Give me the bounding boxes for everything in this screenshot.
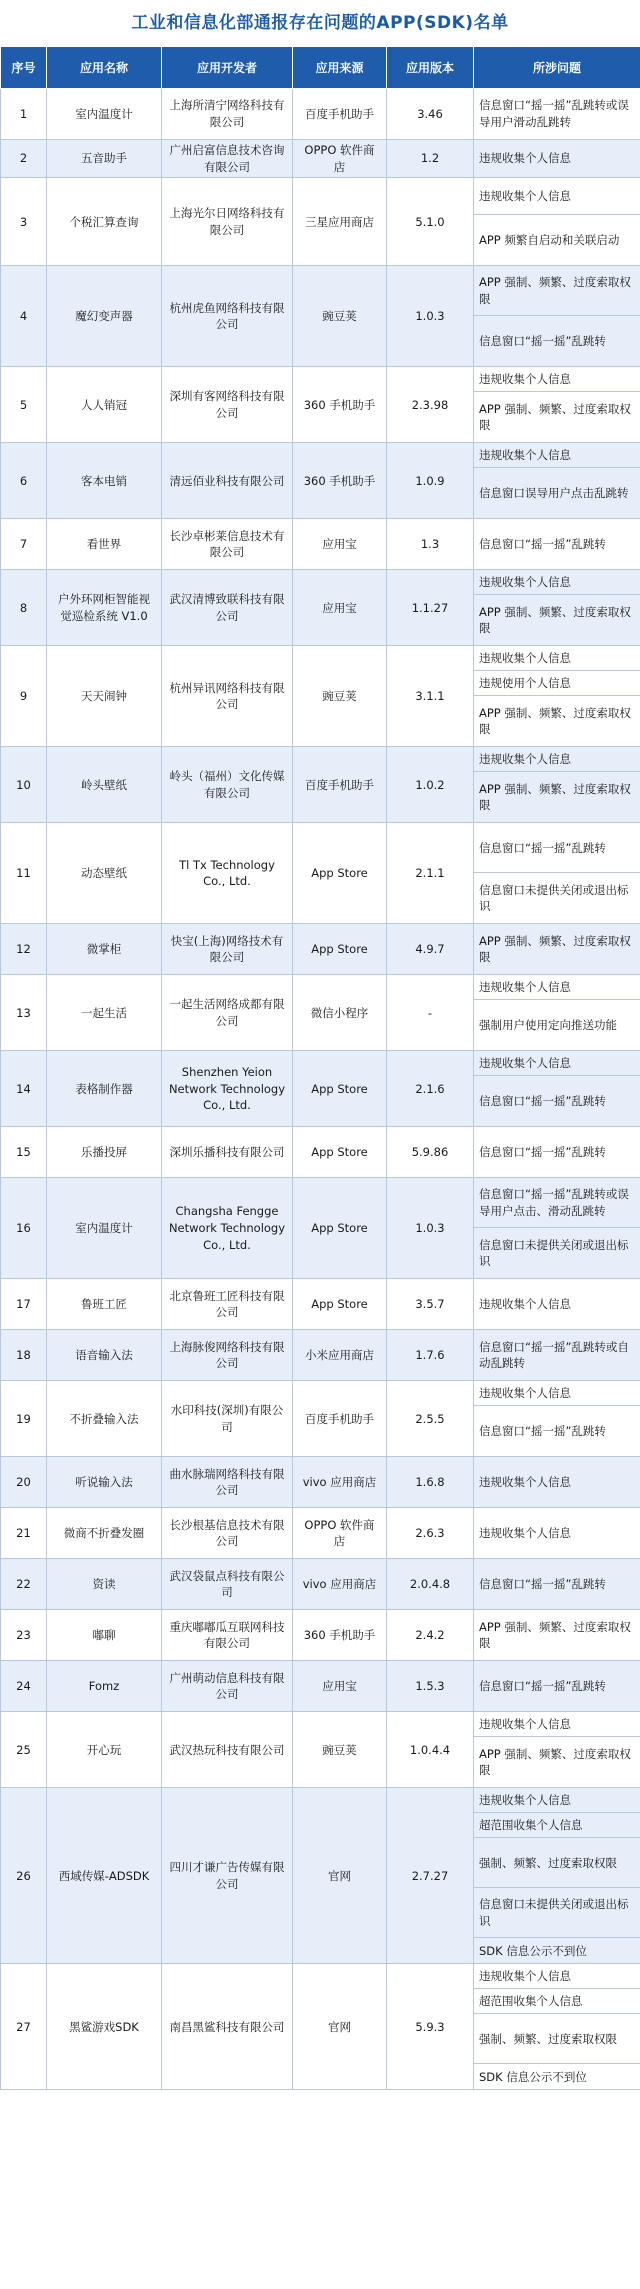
issue-item: 信息窗口“摇一摇”乱跳转 — [479, 1577, 606, 1591]
issue-item: 信息窗口“摇一摇”乱跳转 — [479, 334, 606, 348]
app-version: 2.1.1 — [387, 823, 474, 924]
app-version: 1.0.9 — [387, 443, 474, 519]
app-source: 360 手机助手 — [293, 1610, 387, 1661]
table-row — [1, 1508, 640, 1559]
table-row — [1, 140, 640, 178]
issues-cell — [474, 1610, 640, 1661]
app-developer: 长沙根基信息技术有限公司 — [162, 1508, 293, 1559]
app-version: 2.6.3 — [387, 1508, 474, 1559]
table-row — [1, 1457, 640, 1508]
issues-cell — [474, 1964, 640, 2090]
issue-item: 超范围收集个人信息 — [474, 1813, 640, 1838]
header-cell: 应用来源 — [293, 47, 387, 89]
app-source: 百度手机助手 — [293, 747, 387, 823]
app-version: 1.0.3 — [387, 1178, 474, 1279]
issue-item: 违规收集个人信息 — [474, 646, 640, 671]
row-number: 21 — [1, 1508, 47, 1559]
app-source: App Store — [293, 1051, 387, 1127]
issue-item: 信息窗口“摇一摇”乱跳转 — [474, 823, 640, 873]
app-name: 动态壁纸 — [47, 823, 162, 924]
app-name: Fomz — [47, 1661, 162, 1712]
app-developer: 一起生活网络成都有限公司 — [162, 975, 293, 1051]
header-cell: 应用名称 — [47, 47, 162, 89]
header-cell: 序号 — [1, 47, 47, 89]
table-row — [1, 178, 640, 266]
table-row — [1, 1788, 640, 1964]
issue-item: 信息窗口未提供关闭或退出标识 — [479, 882, 629, 914]
app-version: - — [387, 975, 474, 1051]
app-developer: 广州启富信息技术咨询有限公司 — [162, 140, 293, 178]
app-source: 豌豆荚 — [293, 266, 387, 367]
app-name: 嘟聊 — [47, 1610, 162, 1661]
issues-cell — [474, 1381, 640, 1457]
app-name: 魔幻变声器 — [47, 266, 162, 367]
row-number: 8 — [1, 570, 47, 646]
table-row — [1, 89, 640, 140]
issue-item: 违规收集个人信息 — [479, 1475, 571, 1489]
app-name: 人人销冠 — [47, 367, 162, 443]
app-version: 1.5.3 — [387, 1661, 474, 1712]
issue-item: 信息窗口未提供关闭或退出标识 — [479, 1237, 629, 1269]
app-name: 西域传媒-ADSDK — [47, 1788, 162, 1964]
table-row — [1, 924, 640, 975]
app-source: App Store — [293, 1178, 387, 1279]
row-number: 3 — [1, 178, 47, 266]
row-number: 11 — [1, 823, 47, 924]
app-developer: 杭州虎鱼网络科技有限公司 — [162, 266, 293, 367]
issues-cell — [474, 1279, 640, 1330]
table-row — [1, 823, 640, 924]
app-name: 微商不折叠发圈 — [47, 1508, 162, 1559]
app-developer: 快宝(上海)网络技术有限公司 — [162, 924, 293, 975]
issues-cell — [474, 1508, 640, 1559]
table-row — [1, 1712, 640, 1788]
issues-cell — [474, 519, 640, 570]
app-source: App Store — [293, 924, 387, 975]
app-developer: 杭州异讯网络科技有限公司 — [162, 646, 293, 747]
app-developer: 南昌黑鲨科技有限公司 — [162, 1964, 293, 2090]
app-name: 黑鲨游戏SDK — [47, 1964, 162, 2090]
issues-cell — [474, 140, 640, 178]
row-number: 24 — [1, 1661, 47, 1712]
app-developer: Changsha Fengge Network Technology Co., Ltd. — [162, 1178, 293, 1279]
table-row — [1, 1127, 640, 1178]
issues-cell — [474, 266, 640, 367]
issue-item: APP 强制、频繁、过度索取权限 — [479, 705, 631, 737]
issue-item: 违规收集个人信息 — [474, 1964, 640, 1989]
issue-item: 信息窗口“摇一摇”乱跳转 — [479, 1679, 606, 1693]
row-number: 20 — [1, 1457, 47, 1508]
issue-item: 违规收集个人信息 — [474, 975, 640, 1000]
app-name: 天天闹钟 — [47, 646, 162, 747]
row-number: 5 — [1, 367, 47, 443]
table-row — [1, 1381, 640, 1457]
row-number: 14 — [1, 1051, 47, 1127]
app-developer: 上海所清宁网络科技有限公司 — [162, 89, 293, 140]
app-developer: 清远佰业科技有限公司 — [162, 443, 293, 519]
issues-cell — [474, 1127, 640, 1178]
table-row — [1, 1610, 640, 1661]
issue-item: APP 频繁自启动和关联启动 — [479, 233, 620, 247]
table-row — [1, 646, 640, 747]
issue-item: 信息窗口“摇一摇”乱跳转 — [479, 537, 606, 551]
app-version: 2.3.98 — [387, 367, 474, 443]
table-row — [1, 1964, 640, 2090]
issue-item: 违规收集个人信息 — [474, 570, 640, 595]
row-number: 19 — [1, 1381, 47, 1457]
table-row — [1, 367, 640, 443]
issue-item: 违规收集个人信息 — [474, 1381, 640, 1406]
table-row — [1, 1178, 640, 1279]
app-name: 微掌柜 — [47, 924, 162, 975]
table-row — [1, 443, 640, 519]
app-name: 看世界 — [47, 519, 162, 570]
table-body — [1, 89, 640, 2090]
table-row — [1, 570, 640, 646]
app-list-table — [0, 46, 640, 2090]
app-developer: 广州萌动信息科技有限公司 — [162, 1661, 293, 1712]
page-title: 工业和信息化部通报存在问题的APP(SDK)名单 — [131, 13, 509, 33]
issues-cell — [474, 1330, 640, 1381]
issue-item: SDK 信息公示不到位 — [479, 1943, 587, 1958]
table-row — [1, 266, 640, 367]
app-developer: Tl Tx Technology Co., Ltd. — [162, 823, 293, 924]
app-source: OPPO 软件商店 — [293, 140, 387, 178]
app-developer: 武汉热玩科技有限公司 — [162, 1712, 293, 1788]
row-number: 17 — [1, 1279, 47, 1330]
row-number: 6 — [1, 443, 47, 519]
app-developer: 四川才谦广告传媒有限公司 — [162, 1788, 293, 1964]
app-developer: Shenzhen Yeion Network Technology Co., Ltd. — [162, 1051, 293, 1127]
app-version: 2.7.27 — [387, 1788, 474, 1964]
issue-item: APP 强制、频繁、过度索取权限 — [479, 1746, 631, 1778]
issue-item: 违规收集个人信息 — [474, 178, 640, 215]
issue-item: 信息窗口误导用户点击乱跳转 — [479, 486, 629, 500]
app-version: 1.6.8 — [387, 1457, 474, 1508]
app-name: 一起生活 — [47, 975, 162, 1051]
issue-item: 信息窗口未提供关闭或退出标识 — [474, 1888, 640, 1938]
table-row — [1, 519, 640, 570]
app-source: 应用宝 — [293, 570, 387, 646]
app-version: 5.9.86 — [387, 1127, 474, 1178]
issue-item: APP 强制、频繁、过度索取权限 — [479, 933, 631, 965]
issue-item: 信息窗口“摇一摇”乱跳转或误导用户滑动乱跳转 — [479, 98, 629, 129]
app-developer: 长沙卓彬莱信息技术有限公司 — [162, 519, 293, 570]
app-name: 听说输入法 — [47, 1457, 162, 1508]
issues-cell — [474, 924, 640, 975]
issue-item: APP 强制、频繁、过度索取权限 — [479, 401, 631, 433]
issue-item: APP 强制、频繁、过度索取权限 — [474, 266, 640, 316]
app-developer: 深圳乐播科技有限公司 — [162, 1127, 293, 1178]
issues-cell — [474, 1559, 640, 1610]
row-number: 22 — [1, 1559, 47, 1610]
issues-cell — [474, 1178, 640, 1279]
header-cell: 所涉问题 — [474, 47, 640, 89]
issues-cell — [474, 1457, 640, 1508]
app-name: 不折叠输入法 — [47, 1381, 162, 1457]
app-name: 鲁班工匠 — [47, 1279, 162, 1330]
issue-item: 违规收集个人信息 — [474, 367, 640, 392]
app-name: 乐播投屏 — [47, 1127, 162, 1178]
issue-item: 违规收集个人信息 — [479, 1526, 571, 1540]
app-version: 3.1.1 — [387, 646, 474, 747]
issue-item: SDK 信息公示不到位 — [479, 2069, 587, 2084]
app-developer: 北京鲁班工匠科技有限公司 — [162, 1279, 293, 1330]
issue-item: 超范围收集个人信息 — [474, 1989, 640, 2014]
app-source: 豌豆荚 — [293, 646, 387, 747]
table-row — [1, 1661, 640, 1712]
row-number: 18 — [1, 1330, 47, 1381]
app-source: 百度手机助手 — [293, 89, 387, 140]
app-source: App Store — [293, 1279, 387, 1330]
issues-cell — [474, 823, 640, 924]
issues-cell — [474, 367, 640, 443]
issues-cell — [474, 443, 640, 519]
app-source: vivo 应用商店 — [293, 1457, 387, 1508]
row-number: 1 — [1, 89, 47, 140]
issues-cell — [474, 1661, 640, 1712]
app-version: 1.1.27 — [387, 570, 474, 646]
issue-item: 信息窗口“摇一摇”乱跳转或误导用户点击、滑动乱跳转 — [474, 1178, 640, 1228]
issues-cell — [474, 975, 640, 1051]
table-row — [1, 1051, 640, 1127]
app-source: 官网 — [293, 1788, 387, 1964]
row-number: 25 — [1, 1712, 47, 1788]
app-source: OPPO 软件商店 — [293, 1508, 387, 1559]
row-number: 10 — [1, 747, 47, 823]
issues-cell — [474, 570, 640, 646]
row-number: 4 — [1, 266, 47, 367]
table-row — [1, 975, 640, 1051]
app-developer: 上海脉俊网络科技有限公司 — [162, 1330, 293, 1381]
app-name: 户外环网柜智能视觉巡检系统 V1.0 — [47, 570, 162, 646]
app-source: 应用宝 — [293, 519, 387, 570]
issue-item: 信息窗口“摇一摇”乱跳转或自动乱跳转 — [479, 1339, 629, 1371]
table-row — [1, 747, 640, 823]
app-version: 5.1.0 — [387, 178, 474, 266]
row-number: 27 — [1, 1964, 47, 2090]
app-developer: 曲水脉瑞网络科技有限公司 — [162, 1457, 293, 1508]
app-version: 3.46 — [387, 89, 474, 140]
app-source: 百度手机助手 — [293, 1381, 387, 1457]
app-developer: 水印科技(深圳)有限公司 — [162, 1381, 293, 1457]
issues-cell — [474, 1051, 640, 1127]
issue-item: 信息窗口“摇一摇”乱跳转 — [479, 1094, 606, 1108]
header-cell: 应用开发者 — [162, 47, 293, 89]
app-developer: 上海光尔日网络科技有限公司 — [162, 178, 293, 266]
app-version: 2.5.5 — [387, 1381, 474, 1457]
issue-item: APP 强制、频繁、过度索取权限 — [479, 781, 631, 813]
app-name: 表格制作器 — [47, 1051, 162, 1127]
app-source: 小米应用商店 — [293, 1330, 387, 1381]
app-name: 个税汇算查询 — [47, 178, 162, 266]
app-source: 三星应用商店 — [293, 178, 387, 266]
app-name: 岭头壁纸 — [47, 747, 162, 823]
row-number: 12 — [1, 924, 47, 975]
issues-cell — [474, 646, 640, 747]
app-source: vivo 应用商店 — [293, 1559, 387, 1610]
app-developer: 武汉清博致联科技有限公司 — [162, 570, 293, 646]
app-name: 开心玩 — [47, 1712, 162, 1788]
row-number: 26 — [1, 1788, 47, 1964]
issue-item: 违规收集个人信息 — [479, 151, 571, 166]
table-row — [1, 1559, 640, 1610]
issue-item: 违规收集个人信息 — [474, 1051, 640, 1076]
app-source: 官网 — [293, 1964, 387, 2090]
app-version: 1.7.6 — [387, 1330, 474, 1381]
app-version: 2.1.6 — [387, 1051, 474, 1127]
app-developer: 岭头（福州）文化传媒有限公司 — [162, 747, 293, 823]
row-number: 9 — [1, 646, 47, 747]
app-version: 1.0.3 — [387, 266, 474, 367]
issues-cell — [474, 747, 640, 823]
issue-item: 信息窗口“摇一摇”乱跳转 — [479, 1424, 606, 1438]
app-version: 4.9.7 — [387, 924, 474, 975]
row-number: 16 — [1, 1178, 47, 1279]
app-version: 3.5.7 — [387, 1279, 474, 1330]
issue-item: 违规使用个人信息 — [474, 671, 640, 696]
issue-item: 强制、频繁、过度索取权限 — [474, 1838, 640, 1888]
issues-cell — [474, 178, 640, 266]
issue-item: 强制用户使用定向推送功能 — [479, 1018, 617, 1032]
row-number: 7 — [1, 519, 47, 570]
table-row — [1, 1279, 640, 1330]
issues-cell — [474, 1788, 640, 1964]
app-version: 1.2 — [387, 140, 474, 178]
row-number: 2 — [1, 140, 47, 178]
app-name: 资读 — [47, 1559, 162, 1610]
app-source: 360 手机助手 — [293, 367, 387, 443]
issue-item: 违规收集个人信息 — [474, 1712, 640, 1737]
row-number: 15 — [1, 1127, 47, 1178]
issue-item: 违规收集个人信息 — [474, 443, 640, 468]
app-name: 语音输入法 — [47, 1330, 162, 1381]
app-name: 五音助手 — [47, 140, 162, 178]
app-source: 豌豆荚 — [293, 1712, 387, 1788]
app-version: 1.3 — [387, 519, 474, 570]
app-developer: 重庆嘟嘟瓜互联网科技有限公司 — [162, 1610, 293, 1661]
app-developer: 深圳有客网络科技有限公司 — [162, 367, 293, 443]
issues-cell — [474, 89, 640, 140]
app-version: 1.0.4.4 — [387, 1712, 474, 1788]
app-version: 2.4.2 — [387, 1610, 474, 1661]
row-number: 13 — [1, 975, 47, 1051]
header-cell: 应用版本 — [387, 47, 474, 89]
app-name: 客本电销 — [47, 443, 162, 519]
app-source: App Store — [293, 823, 387, 924]
issue-item: 违规收集个人信息 — [474, 1788, 640, 1813]
app-version: 5.9.3 — [387, 1964, 474, 2090]
issue-item: 强制、频繁、过度索取权限 — [474, 2014, 640, 2064]
header-row — [1, 47, 640, 89]
table-row — [1, 1330, 640, 1381]
row-number: 23 — [1, 1610, 47, 1661]
app-source: 360 手机助手 — [293, 443, 387, 519]
app-version: 1.0.2 — [387, 747, 474, 823]
issue-item: APP 强制、频繁、过度索取权限 — [479, 1619, 631, 1651]
app-name: 室内温度计 — [47, 89, 162, 140]
app-source: 应用宝 — [293, 1661, 387, 1712]
app-source: App Store — [293, 1127, 387, 1178]
app-name: 室内温度计 — [47, 1178, 162, 1279]
issue-item: APP 强制、频繁、过度索取权限 — [479, 604, 631, 636]
issues-cell — [474, 1712, 640, 1788]
app-source: 微信小程序 — [293, 975, 387, 1051]
app-version: 2.0.4.8 — [387, 1559, 474, 1610]
issue-item: 信息窗口“摇一摇”乱跳转 — [479, 1145, 606, 1159]
app-developer: 武汉袋鼠点科技有限公司 — [162, 1559, 293, 1610]
issue-item: 违规收集个人信息 — [474, 747, 640, 772]
issue-item: 违规收集个人信息 — [479, 1297, 571, 1311]
